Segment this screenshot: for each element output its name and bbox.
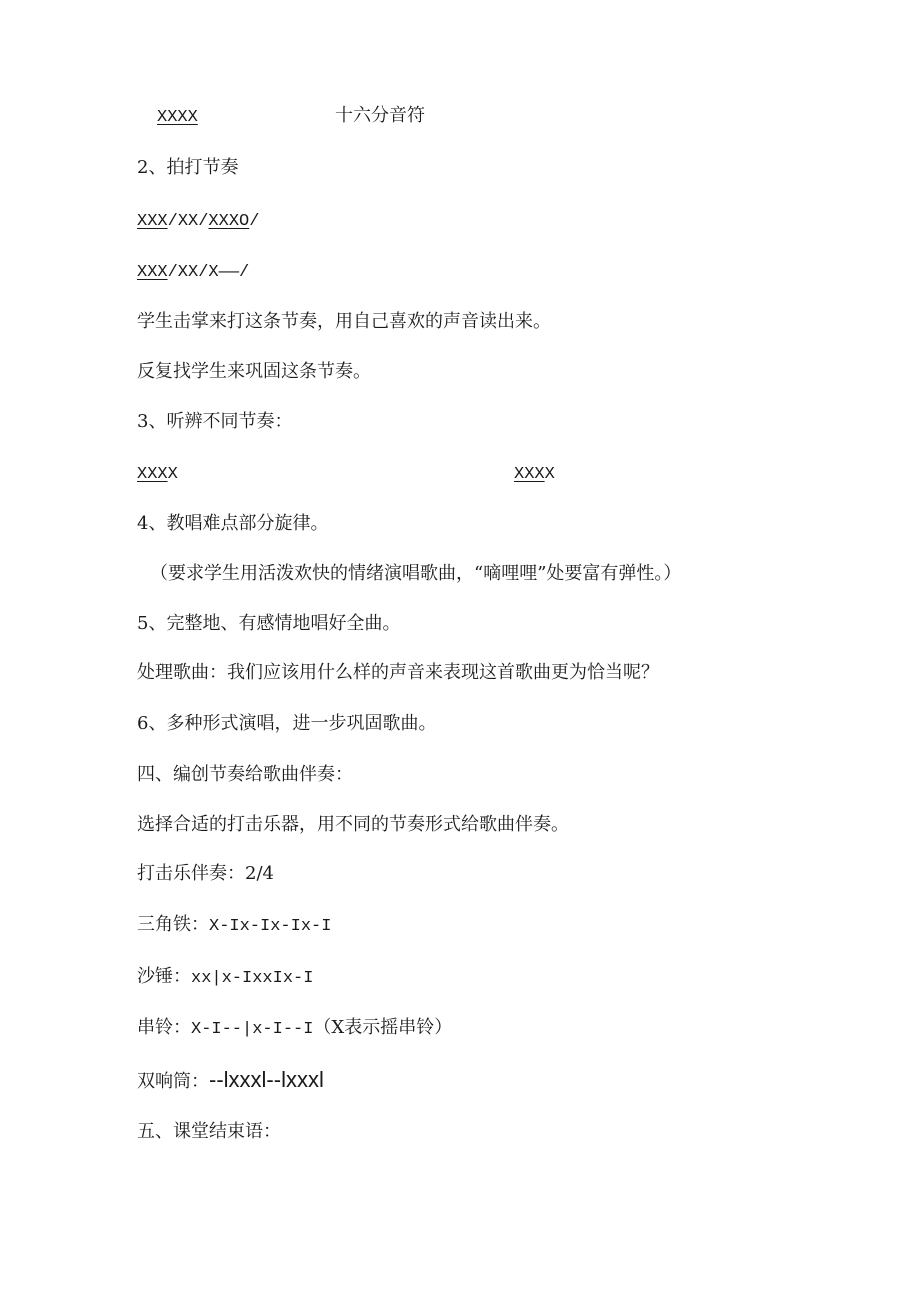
rhythm-notation: /	[198, 212, 209, 231]
paragraph: 选择合适的打击乐器，用不同的节奏形式给歌曲伴奏。	[137, 814, 569, 835]
rhythm-notation: xx|x-IxxIx-I	[191, 969, 314, 988]
rhythm-notation: XXX	[514, 465, 545, 484]
rhythm-sixteenth-line	[157, 104, 425, 130]
instrument-line-bells	[137, 1016, 452, 1042]
rhythm-label: 十六分音符	[335, 105, 425, 126]
section-heading: 五、课堂结束语：	[137, 1121, 281, 1142]
rhythm-line	[137, 208, 259, 234]
rhythm-notation: XXXX	[157, 108, 198, 127]
section-heading: 6、多种形式演唱，进一步巩固歌曲。	[137, 713, 437, 734]
rhythm-compare-line	[137, 461, 555, 487]
rhythm-notation: X-I--|x-I--I	[191, 1020, 314, 1039]
rhythm-notation: XXX	[137, 263, 168, 282]
rhythm-notation: X-Ix-Ix-Ix-I	[209, 917, 332, 936]
rhythm-notation: X	[167, 465, 178, 484]
rhythm-notation: /	[249, 212, 260, 231]
section-heading: 2、拍打节奏	[137, 157, 239, 178]
instrument-label: 串铃：	[137, 1017, 191, 1038]
rhythm-notation-group	[514, 461, 555, 487]
section-heading: 5、完整地、有感情地唱好全曲。	[137, 613, 401, 634]
paragraph: 学生击掌来打这条节奏，用自己喜欢的声音读出来。	[137, 311, 551, 332]
section-heading: 4、教唱难点部分旋律。	[137, 513, 329, 534]
paragraph: （要求学生用活泼欢快的情绪演唱歌曲，“嘀哩哩”处要富有弹性。）	[150, 563, 682, 584]
rhythm-notation: XXX	[137, 212, 168, 231]
rhythm-notation: XX	[177, 212, 199, 231]
rhythm-notation: X	[544, 465, 555, 484]
instrument-label: 双响筒：	[137, 1071, 209, 1092]
section-heading: 四、编创节奏给歌曲伴奏：	[137, 764, 353, 785]
rhythm-notation: XXX	[137, 465, 168, 484]
paragraph: 打击乐伴奏：2/4	[137, 863, 274, 884]
instrument-line-woodblock	[137, 1068, 324, 1094]
instrument-label: 沙锤：	[137, 966, 191, 987]
instrument-label: 三角铁：	[137, 914, 209, 935]
rhythm-line	[137, 259, 249, 285]
instrument-line-triangle	[137, 913, 331, 939]
paragraph: 反复找学生来巩固这条节奏。	[137, 361, 371, 382]
instrument-line-maracas	[137, 965, 313, 991]
instrument-note: （X表示摇串铃）	[313, 1017, 453, 1038]
rhythm-notation: --lxxxl--lxxxl	[209, 1067, 324, 1092]
rhythm-notation: /	[167, 212, 178, 231]
paragraph: 处理歌曲：我们应该用什么样的声音来表现这首歌曲更为恰当呢？	[137, 662, 659, 683]
rhythm-notation: XXXO	[208, 212, 250, 231]
rhythm-notation: /XX/X——/	[167, 263, 250, 282]
section-heading: 3、听辨不同节奏：	[137, 411, 293, 432]
